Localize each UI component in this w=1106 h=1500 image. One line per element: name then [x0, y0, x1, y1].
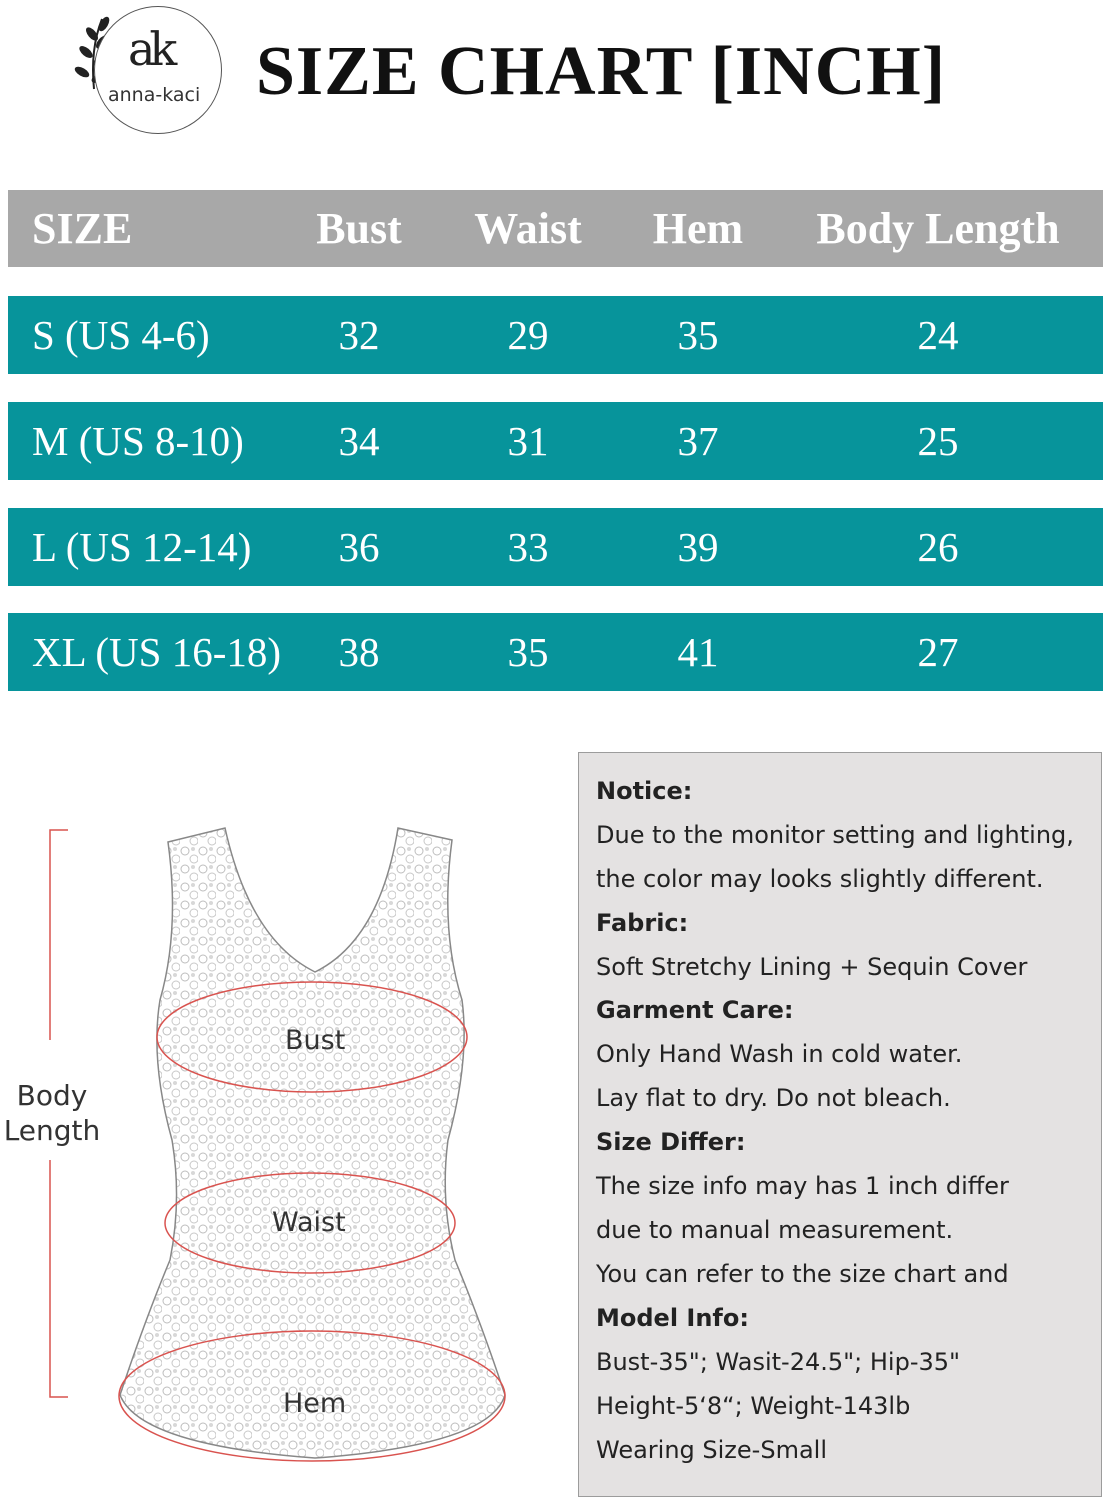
tank-top-shape [120, 828, 505, 1458]
notice-text: the color may looks slightly different. [596, 865, 1044, 893]
logo-text: anna-kaci [108, 84, 201, 106]
size-differ-text: You can refer to the size chart and [596, 1260, 1009, 1288]
bust-cell: 36 [338, 524, 380, 570]
table-header [8, 190, 1103, 267]
body-length-cell: 26 [917, 524, 959, 570]
body-length-bracket-top [50, 830, 68, 1040]
body-length-line-2: Length [3, 1114, 101, 1147]
body-length-cell: 25 [917, 418, 959, 464]
hem-label: Hem [283, 1388, 347, 1419]
logo-mark: ak [128, 22, 172, 76]
table-row [8, 402, 1103, 480]
model-info-heading: Model Info: [596, 1304, 749, 1332]
header-bust: Bust [316, 204, 402, 253]
notice-text: Due to the monitor setting and lighting, [596, 821, 1074, 849]
bust-cell: 34 [338, 418, 380, 464]
bust-cell: 32 [338, 312, 380, 358]
header-body-length: Body Length [816, 204, 1060, 253]
body-length-cell: 27 [917, 629, 959, 675]
waist-cell: 33 [507, 524, 549, 570]
table-row [8, 508, 1103, 586]
waist-cell: 35 [507, 629, 549, 675]
size-cell: XL (US 16-18) [32, 629, 282, 675]
body-length-label [0, 1078, 104, 1148]
page-title: SIZE CHART [INCH] [256, 33, 947, 110]
tank-top-diagram [0, 815, 520, 1495]
model-info-text: Wearing Size-Small [596, 1436, 827, 1464]
garment-care-heading: Garment Care: [596, 996, 794, 1024]
header-hem: Hem [652, 204, 744, 253]
fabric-text: Soft Stretchy Lining + Sequin Cover [596, 953, 1028, 981]
hem-cell: 41 [677, 629, 719, 675]
body-length-bracket-bottom [50, 1160, 68, 1397]
size-cell: S (US 4-6) [32, 312, 210, 358]
size-cell: L (US 12-14) [32, 524, 252, 570]
waist-cell: 29 [507, 312, 549, 358]
model-info-text: Height-5‘8“; Weight-143lb [596, 1392, 911, 1420]
size-differ-text: The size info may has 1 inch differ [596, 1172, 1009, 1200]
fabric-heading: Fabric: [596, 909, 689, 937]
bust-label: Bust [285, 1025, 346, 1056]
size-cell: M (US 8-10) [32, 418, 244, 464]
header-waist: Waist [474, 204, 582, 253]
hem-cell: 39 [677, 524, 719, 570]
notice-box [578, 752, 1102, 1497]
garment-care-text: Lay flat to dry. Do not bleach. [596, 1084, 951, 1112]
table-row [8, 296, 1103, 374]
waist-cell: 31 [507, 418, 549, 464]
body-length-cell: 24 [917, 312, 959, 358]
hem-cell: 35 [677, 312, 719, 358]
hem-cell: 37 [677, 418, 719, 464]
brand-logo [72, 4, 232, 144]
header-size: SIZE [32, 204, 133, 253]
body-length-line-1: Body [16, 1079, 88, 1112]
waist-label: Waist [272, 1207, 346, 1238]
table-row [8, 613, 1103, 691]
size-differ-text: due to manual measurement. [596, 1216, 954, 1244]
notice-heading: Notice: [596, 777, 693, 805]
size-differ-heading: Size Differ: [596, 1128, 746, 1156]
model-info-text: Bust-35"; Wasit-24.5"; Hip-35" [596, 1348, 961, 1376]
garment-care-text: Only Hand Wash in cold water. [596, 1040, 963, 1068]
bust-cell: 38 [338, 629, 380, 675]
